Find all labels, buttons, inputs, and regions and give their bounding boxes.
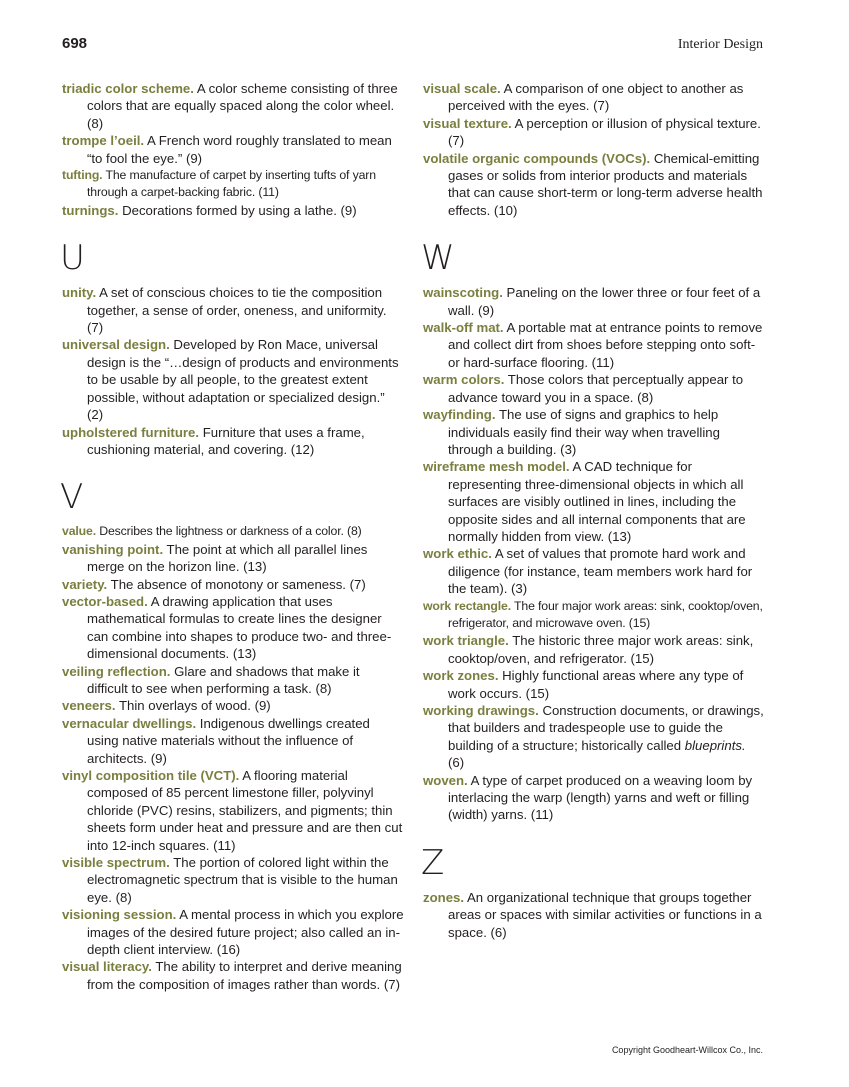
- glossary-definition: A mental process in which you explore images of the desired future project; also called an in-depth client interview. (16): [87, 907, 404, 958]
- left-column: [62, 80, 404, 993]
- glossary-entry: [423, 772, 765, 824]
- glossary-definition: A flooring material composed of 85 percent limestone filler, polyvinyl chloride (PVC) resins, stabilizers, and pigments; thin sheets form under heat and pressure and are then cut into 12-inch squares. (11): [87, 768, 403, 853]
- glossary-term: work ethic.: [423, 546, 492, 562]
- glossary-term: visioning session.: [62, 907, 177, 923]
- glossary-term: visual texture.: [423, 115, 512, 131]
- glossary-term: working drawings.: [423, 703, 539, 718]
- glossary-entry: [62, 854, 404, 906]
- glossary-entry: [62, 663, 404, 698]
- glossary-entry: [423, 319, 765, 371]
- glossary-definition: The ability to interpret and derive meaning from the composition of images rather than words. (7): [87, 959, 402, 992]
- glossary-definition: A CAD technique for representing three-dimensional objects in which all surfaces are visibly outlined in lines, including the opposite sides and all internal components that are normally hidden from view. (13): [448, 459, 746, 544]
- glossary-term: trompe l’oeil.: [62, 133, 145, 149]
- glossary-term: work zones.: [423, 668, 499, 684]
- glossary-definition: A type of carpet produced on a weaving loom by interlacing the warp (length) yarns and weft or filling (width) yarns. (11): [448, 772, 753, 823]
- glossary-reference: (6): [448, 755, 465, 771]
- glossary-term: visible spectrum.: [62, 855, 170, 871]
- glossary-term: wireframe mesh model.: [423, 459, 570, 475]
- glossary-term: turnings.: [62, 202, 119, 218]
- glossary-term: work triangle.: [423, 633, 509, 649]
- glossary-term: triadic color scheme.: [62, 81, 194, 96]
- glossary-term: tufting.: [62, 168, 103, 183]
- glossary-term: walk-off mat.: [423, 320, 504, 336]
- glossary-entry: [62, 80, 404, 132]
- glossary-term: visual literacy.: [62, 959, 152, 975]
- glossary-term: vernacular dwellings.: [62, 715, 197, 731]
- glossary-entry: [423, 80, 765, 115]
- glossary-definition: Glare and shadows that make it difficult to see when performing a task. (8): [87, 663, 360, 696]
- glossary-entry: [62, 167, 404, 202]
- glossary-definition: The absence of monotony or sameness. (7): [110, 576, 366, 592]
- glossary-entry: [62, 576, 404, 593]
- book-title: Interior Design: [677, 37, 763, 52]
- glossary-definition: Decorations formed by using a lathe. (9): [122, 202, 357, 218]
- glossary-entry: [62, 958, 404, 993]
- glossary-term: unity.: [62, 285, 97, 301]
- glossary-definition: A perception or illusion of physical texture. (7): [448, 115, 761, 149]
- glossary-definition: A comparison of one object to another as perceived with the eyes. (7): [448, 81, 744, 114]
- glossary-term: vinyl composition tile (VCT).: [62, 768, 240, 783]
- glossary-entry: [423, 545, 765, 597]
- section-letter-z: Z: [421, 842, 445, 883]
- glossary-entry: [423, 284, 765, 319]
- glossary-term: veiling reflection.: [62, 663, 171, 679]
- glossary-definition: Thin overlays of wood. (9): [118, 698, 271, 714]
- glossary-definition: The manufacture of carpet by inserting tufts of yarn through a carpet-backing fabric. (11): [87, 168, 376, 200]
- glossary-term: vector-based.: [62, 593, 148, 609]
- glossary-term: work rectangle.: [423, 598, 511, 613]
- glossary-definition: A drawing application that uses mathematical formulas to create lines the designer can combine into shapes to produce two- and three-dimensional documents. (13): [87, 593, 392, 662]
- glossary-entry: [62, 523, 404, 540]
- section-letter-w: W: [421, 238, 455, 279]
- section-letter-v: V: [60, 477, 84, 518]
- glossary-definition: A portable mat at entrance points to remove and collect dirt from shoes before stepping onto soft- or hard-surface flooring. (11): [448, 320, 763, 370]
- glossary-entry: [62, 202, 404, 219]
- glossary-term: variety.: [62, 576, 108, 592]
- glossary-definition: A set of values that promote hard work and diligence (for instance, team members work hard for the team). (3): [448, 546, 753, 597]
- glossary-term: wainscoting.: [423, 285, 503, 301]
- glossary-entry: [423, 371, 765, 406]
- glossary-definition: Paneling on the lower three or four feet of a wall. (9): [448, 285, 761, 318]
- page-number: 698: [62, 35, 88, 52]
- glossary-entry: [423, 702, 765, 772]
- glossary-entry: [423, 406, 765, 458]
- glossary-entry: [423, 458, 765, 545]
- glossary-definition: Chemical-emitting gases or solids from interior products and materials that can cause short-term or long-term adverse health effects. (10): [448, 150, 763, 218]
- glossary-entry: [62, 767, 404, 854]
- glossary-definition: Those colors that perceptually appear to advance toward you in a space. (8): [448, 372, 744, 405]
- glossary-entry: [423, 667, 765, 702]
- right-column: [423, 80, 765, 941]
- glossary-entry: [62, 424, 404, 459]
- glossary-term: woven.: [423, 772, 468, 788]
- glossary-entry: [62, 715, 404, 767]
- glossary-definition: A set of conscious choices to tie the composition together, a sense of order, oneness, and uniformity. (7): [87, 285, 387, 336]
- glossary-entry: [423, 889, 765, 941]
- copyright-notice: Copyright Goodheart-Willcox Co., Inc.: [611, 1045, 763, 1055]
- section-letter-u: U: [60, 238, 85, 279]
- glossary-entry: [423, 632, 765, 667]
- glossary-term: warm colors.: [423, 372, 505, 388]
- glossary-entry: [62, 336, 404, 423]
- glossary-definition: Developed by Ron Mace, universal design is the “…design of products and environments to be usable by all people, to the greatest extent possible, without adaptation or specialized design.” (2): [87, 337, 399, 423]
- glossary-definition: Describes the lightness or darkness of a color. (8): [99, 524, 362, 539]
- glossary-term: visual scale.: [423, 81, 501, 96]
- glossary-definition: Construction documents, or drawings, that builders and tradespeople use to guide the building of a structure; historically called: [448, 703, 764, 753]
- glossary-entry: [62, 284, 404, 336]
- glossary-definition: The four major work areas: sink, cooktop/oven, refrigerator, and microwave oven. (15): [448, 598, 763, 630]
- glossary-term: zones.: [423, 889, 465, 905]
- glossary-entry: [62, 132, 404, 167]
- glossary-definition: The historic three major work areas: sink, cooktop/oven, and refrigerator. (15): [448, 633, 754, 666]
- glossary-definition: The portion of colored light within the electromagnetic spectrum that is visible to the human eye. (8): [87, 855, 398, 905]
- glossary-definition: Furniture that uses a frame, cushioning material, and covering. (12): [87, 424, 365, 457]
- glossary-entry: [62, 697, 404, 714]
- glossary-term: upholstered furniture.: [62, 424, 200, 440]
- glossary-term: value.: [62, 524, 96, 539]
- glossary-entry: [423, 115, 765, 150]
- glossary-entry: [423, 150, 765, 220]
- glossary-definition: An organizational technique that groups together areas or spaces with similar activities or functions in a space. (6): [448, 889, 762, 940]
- glossary-definition: Highly functional areas where any type of work occurs. (15): [448, 668, 744, 701]
- glossary-term: wayfinding.: [423, 407, 496, 423]
- glossary-definition: The point at which all parallel lines merge on the horizon line. (13): [87, 541, 368, 575]
- glossary-definition: The use of signs and graphics to help individuals easily find their way when travelling through a building. (3): [448, 407, 720, 457]
- glossary-definition: A color scheme consisting of three colors that are equally spaced along the color wheel. (8): [87, 81, 398, 131]
- glossary-term: vanishing point.: [62, 541, 164, 557]
- glossary-entry: [62, 541, 404, 576]
- glossary-definition: Indigenous dwellings created using native materials without the influence of architects. (9): [87, 715, 370, 766]
- glossary-term: universal design.: [62, 337, 170, 353]
- glossary-entry: [423, 598, 765, 633]
- glossary-term: volatile organic compounds (VOCs).: [423, 150, 651, 166]
- glossary-italic-term: blueprints.: [684, 737, 746, 753]
- glossary-entry: [62, 593, 404, 663]
- glossary-term: veneers.: [62, 698, 116, 714]
- glossary-definition: A French word roughly translated to mean “to fool the eye.” (9): [87, 133, 392, 166]
- glossary-entry: [62, 906, 404, 958]
